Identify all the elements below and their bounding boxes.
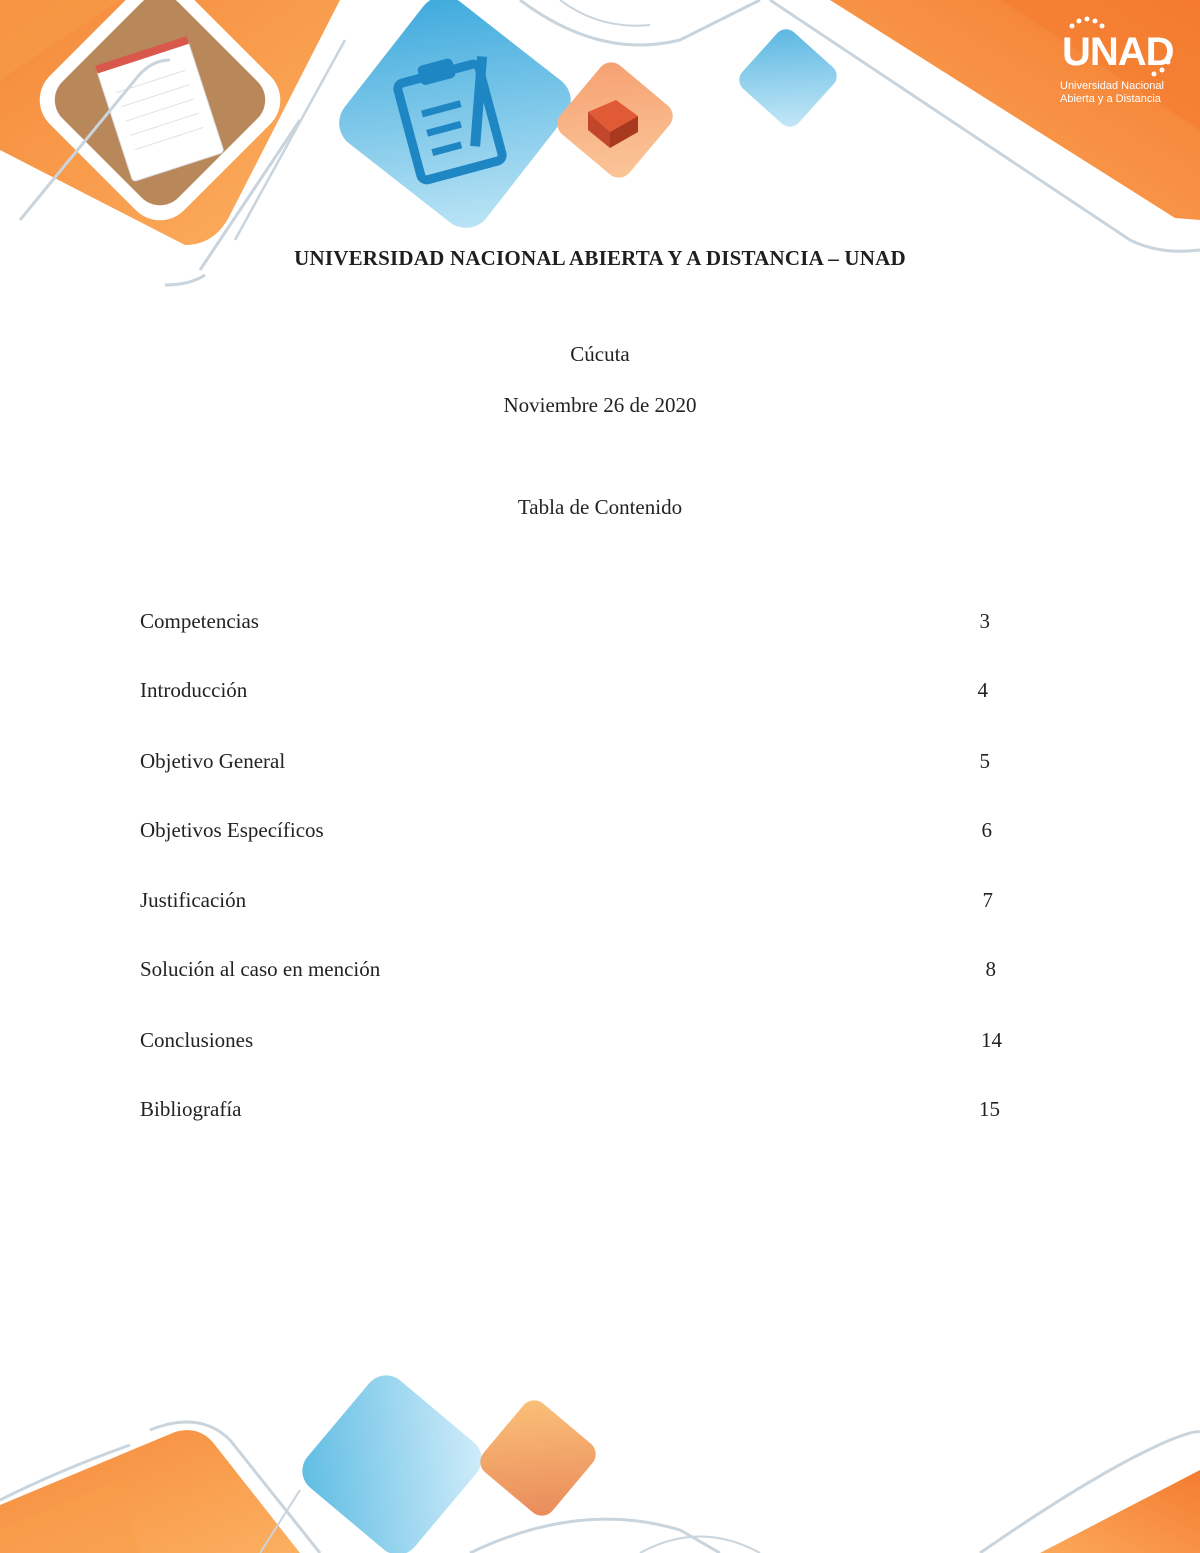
logo-wordmark: UNAD	[1062, 30, 1174, 74]
toc-entry-label: Conclusiones	[140, 1028, 254, 1052]
toc-entry-competencias[interactable]	[140, 609, 1002, 639]
toc-entry-page: 3	[979, 609, 990, 633]
date: Noviembre 26 de 2020	[503, 393, 697, 417]
toc-entry-page: 4	[977, 678, 988, 702]
logo-subtitle-line1: Universidad Nacional	[1060, 80, 1164, 92]
unad-logo	[1058, 12, 1183, 112]
toc-entry-page: 8	[985, 957, 996, 981]
toc-entry-bibliografia[interactable]	[140, 1097, 1002, 1127]
toc-entry-page: 15	[979, 1097, 1000, 1121]
toc-entry-page: 6	[981, 818, 992, 842]
toc-entry-page: 14	[981, 1028, 1002, 1052]
toc-entry-introduccion[interactable]	[140, 678, 1002, 708]
toc-entry-label: Introducción	[140, 678, 248, 702]
university-name: UNIVERSIDAD NACIONAL ABIERTA Y A DISTANCIA – UNAD	[294, 246, 906, 270]
city: Cúcuta	[570, 342, 630, 366]
toc-entry-objetivo-general[interactable]	[140, 749, 1002, 779]
toc-entry-solucion-al-caso[interactable]	[140, 957, 1002, 987]
toc-entry-label: Justificación	[140, 888, 247, 912]
logo-subtitle-line2: Abierta y a Distancia	[1060, 93, 1161, 105]
toc-entry-conclusiones[interactable]	[140, 1028, 1002, 1058]
toc-entry-label: Objetivos Específicos	[140, 818, 324, 842]
toc-entry-label: Solución al caso en mención	[140, 957, 381, 981]
toc-entry-page: 5	[979, 749, 990, 773]
toc-entry-objetivos-especificos[interactable]	[140, 818, 1002, 848]
toc-entry-label: Competencias	[140, 609, 259, 633]
toc-entry-label: Bibliografía	[140, 1097, 242, 1121]
toc-title: Tabla de Contenido	[517, 495, 683, 519]
toc-entry-label: Objetivo General	[140, 749, 286, 773]
toc-entry-page: 7	[982, 888, 993, 912]
toc-entry-justificacion[interactable]	[140, 888, 1002, 918]
